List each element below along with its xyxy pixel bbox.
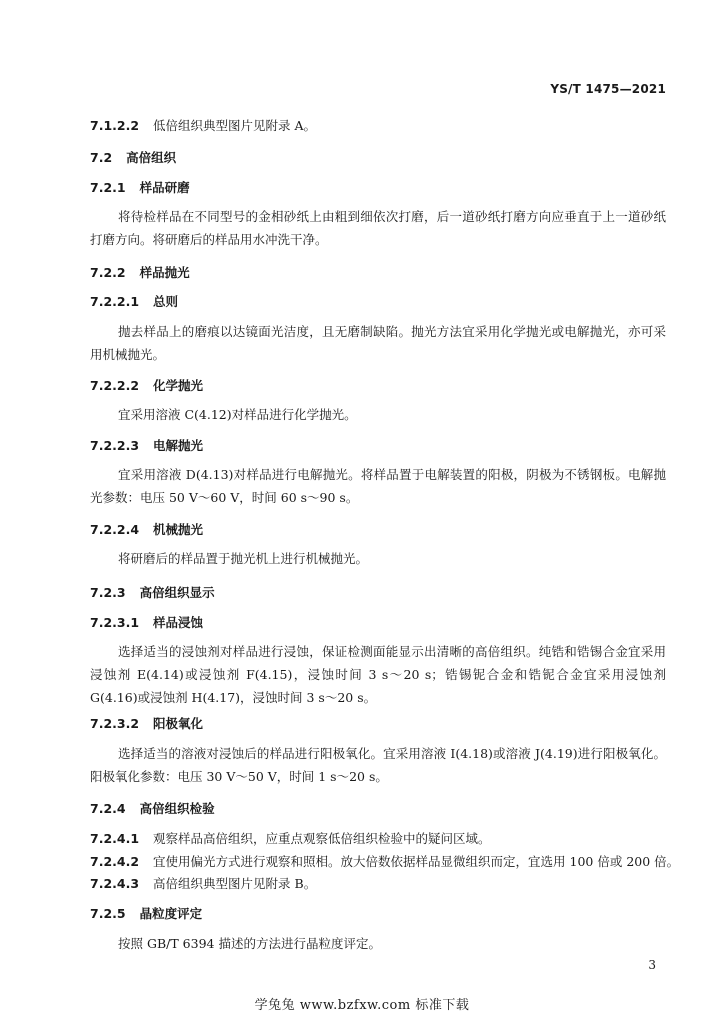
clause-title: 样品抛光 bbox=[139, 265, 190, 280]
clause-number: 7.2.1 bbox=[90, 180, 126, 195]
clause-text: 宜使用偏光方式进行观察和照相。放大倍数依据样品显微组织而定，宜选用 100 倍或 200 倍。 bbox=[153, 854, 680, 869]
page-number: 3 bbox=[648, 958, 656, 972]
clause-number: 7.2.5 bbox=[90, 906, 126, 921]
clause-number: 7.2.2.1 bbox=[90, 294, 140, 309]
footer-watermark: 学兔兔 www.bzfxw.com 标准下载 bbox=[254, 998, 470, 1013]
clause-title: 阳极氧化 bbox=[153, 716, 204, 731]
clause-number: 7.2.4 bbox=[90, 801, 126, 816]
heading-7-2 bbox=[90, 150, 176, 166]
heading-7-2-2-4 bbox=[90, 522, 203, 538]
paragraph-sample-etching: 选择适当的浸蚀剂对样品进行浸蚀，保证检测面能显示出清晰的高倍组织。纯锆和锆锡合金宜采用浸蚀剂 E(4.14)或浸蚀剂 F(4.15)，浸蚀时间 3 s～20 s；锆锡铌合金和锆铌合金宜采用浸蚀剂 G(4.16)或浸蚀剂 H(4.17)，浸蚀时间 3 s～20 s。 bbox=[90, 644, 666, 705]
clause-number: 7.2.2.3 bbox=[90, 438, 140, 453]
standard-code: YS/T 1475—2021 bbox=[550, 82, 666, 96]
paragraph-mechanical-polishing: 将研磨后的样品置于抛光机上进行机械抛光。 bbox=[118, 551, 369, 566]
clause-title: 机械抛光 bbox=[153, 522, 204, 537]
heading-7-2-2-2 bbox=[90, 378, 203, 394]
clause-title: 化学抛光 bbox=[153, 378, 204, 393]
clause-number: 7.2.3.2 bbox=[90, 716, 140, 731]
clause-title: 电解抛光 bbox=[153, 438, 204, 453]
clause-number: 7.2.4.2 bbox=[90, 854, 140, 869]
heading-7-2-1 bbox=[90, 180, 190, 196]
clause-7-2-4-3 bbox=[90, 876, 316, 892]
paragraph-chemical-polishing: 宜采用溶液 C(4.12)对样品进行化学抛光。 bbox=[118, 407, 357, 422]
clause-7-1-2-2 bbox=[90, 118, 316, 134]
clause-title: 样品研磨 bbox=[139, 180, 190, 195]
clause-title: 高倍组织检验 bbox=[139, 801, 215, 816]
clause-text: 观察样品高倍组织，应重点观察低倍组织检验中的疑问区域。 bbox=[153, 831, 491, 846]
heading-7-2-5 bbox=[90, 906, 202, 922]
heading-7-2-3-1 bbox=[90, 615, 203, 631]
clause-number: 7.2.3 bbox=[90, 585, 126, 600]
clause-number: 7.2.4.1 bbox=[90, 831, 140, 846]
paragraph-sample-grinding: 将待检样品在不同型号的金相砂纸上由粗到细依次打磨，后一道砂纸打磨方向应垂直于上一道砂纸打磨方向。将研磨后的样品用水冲洗干净。 bbox=[90, 209, 666, 247]
heading-7-2-2-1 bbox=[90, 294, 178, 310]
heading-7-2-2 bbox=[90, 265, 190, 281]
paragraph-electrolytic-polishing: 宜采用溶液 D(4.13)对样品进行电解抛光。将样品置于电解装置的阳极，阴极为不锈钢板。电解抛光参数：电压 50 V～60 V，时间 60 s～90 s。 bbox=[90, 467, 666, 505]
heading-7-2-2-3 bbox=[90, 438, 203, 454]
heading-7-2-4 bbox=[90, 801, 215, 817]
paragraph-anodic-oxidation: 选择适当的溶液对浸蚀后的样品进行阳极氧化。宜采用溶液 I(4.18)或溶液 J(4.19)进行阳极氧化。阳极氧化参数：电压 30 V～50 V，时间 1 s～20 s。 bbox=[90, 746, 666, 784]
clause-text: 高倍组织典型图片见附录 B。 bbox=[153, 876, 317, 891]
clause-number: 7.2.4.3 bbox=[90, 876, 140, 891]
clause-7-2-4-1 bbox=[90, 831, 491, 847]
clause-title: 高倍组织显示 bbox=[139, 585, 215, 600]
clause-title: 晶粒度评定 bbox=[139, 906, 203, 921]
clause-title: 高倍组织 bbox=[126, 150, 177, 165]
clause-number: 7.2.2.4 bbox=[90, 522, 140, 537]
clause-number: 7.2 bbox=[90, 150, 113, 165]
clause-text: 低倍组织典型图片见附录 A。 bbox=[153, 118, 317, 133]
heading-7-2-3-2 bbox=[90, 716, 203, 732]
paragraph-grain-size-rating: 按照 GB/T 6394 描述的方法进行晶粒度评定。 bbox=[118, 936, 381, 951]
clause-title: 总则 bbox=[153, 294, 179, 309]
clause-number: 7.2.2 bbox=[90, 265, 126, 280]
clause-number: 7.1.2.2 bbox=[90, 118, 140, 133]
heading-7-2-3 bbox=[90, 585, 215, 601]
clause-7-2-4-2 bbox=[90, 854, 679, 870]
clause-number: 7.2.2.2 bbox=[90, 378, 140, 393]
clause-title: 样品浸蚀 bbox=[153, 615, 204, 630]
clause-number: 7.2.3.1 bbox=[90, 615, 140, 630]
paragraph-polishing-general: 抛去样品上的磨痕以达镜面光洁度，且无磨制缺陷。抛光方法宜采用化学抛光或电解抛光，亦可采用机械抛光。 bbox=[90, 324, 666, 362]
